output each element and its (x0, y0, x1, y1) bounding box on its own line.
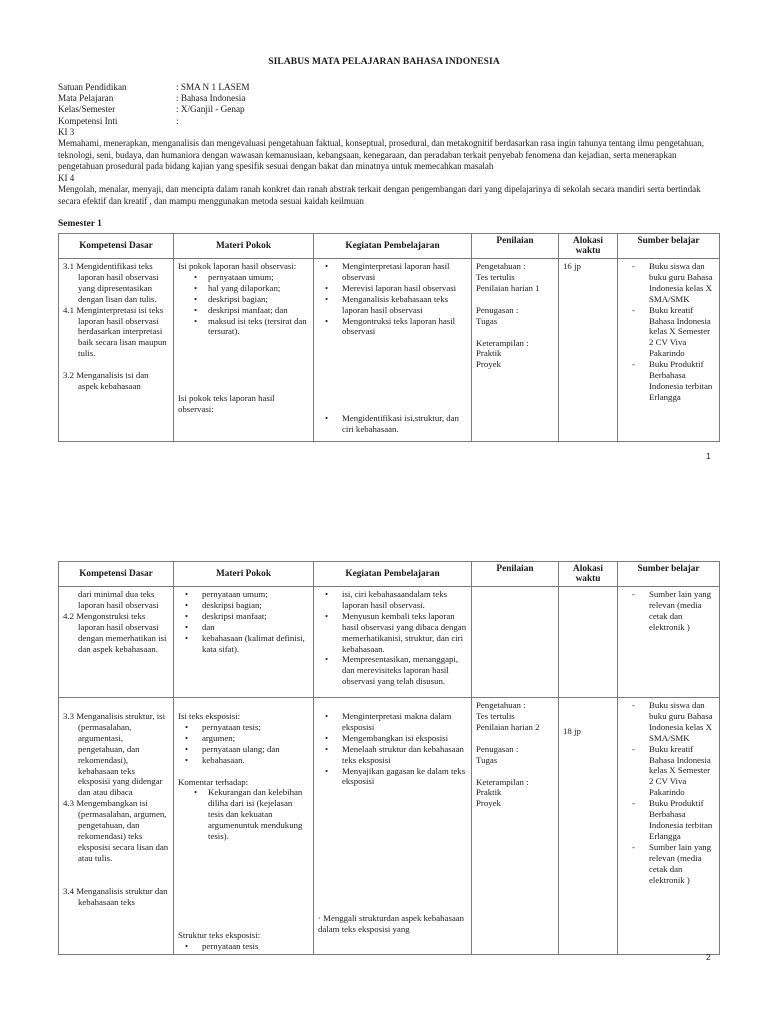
header-kompetensi-dasar: Kompetensi Dasar (59, 562, 174, 587)
kegiatan-list (318, 589, 467, 687)
syllabus-table-page2 (58, 561, 720, 955)
kd-4-2: 4.2 Mengonstruksi teks laporan hasil observasi dengan memerhatikan isi dan aspek kebahasaan. (63, 610, 167, 654)
kd-4-3: 4.3 Mengembangkan isi (permasalahan, argumen, pengetahuan, dan rekomendasi) teks eksposisi secara lisan dan atau tulis. (63, 798, 169, 863)
komentar-list (178, 787, 309, 842)
penilaian-text: Penilaian harian 1 (476, 282, 540, 293)
document-title: SILABUS MATA PELAJARAN BAHASA INDONESIA (268, 57, 500, 67)
ki3-block (58, 127, 718, 172)
kegiatan-item: • Menginterpretasi laporan hasil observasi (342, 261, 467, 283)
materi-list (178, 272, 309, 337)
sumber-list (622, 261, 715, 403)
penilaian-text: Tes tertulis (476, 271, 515, 282)
cell-kegiatan (314, 259, 472, 442)
kd-3-3: 3.3 Menganalisis struktur, isi (permasalahan, argumentasi, pengetahuan, dan rekomendasi), kebahasaan teks eksposisi yang didengar dan atau dibaca (63, 711, 166, 798)
page-number: 2 (706, 952, 711, 962)
penilaian-pengetahuan-label: Pengetahuan : (476, 700, 526, 710)
meta-row-kelas (58, 104, 250, 115)
penilaian-text: Tugas (476, 754, 498, 765)
materi-intro: Isi teks eksposisi: (178, 711, 241, 721)
kegiatan-item: • Menyajikan gagasan ke dalam teks eksposisi (342, 766, 467, 788)
kegiatan-item: • Merevisi laporan hasil observasi (342, 283, 467, 294)
penilaian-text: Proyek (476, 798, 501, 809)
header-penilaian: Penilaian (472, 562, 559, 587)
header-kegiatan: Kegiatan Pembelajaran (314, 234, 472, 259)
penilaian-keterampilan-label: Keterampilan : (476, 337, 529, 348)
header-kegiatan: Kegiatan Pembelajaran (314, 562, 472, 587)
kegiatan-list (318, 261, 467, 337)
materi-item: • deskripsi bagian; (202, 600, 309, 611)
kegiatan-item: • Mengidentifikasi isi,struktur, dan ciri kebahasaan. (342, 413, 467, 435)
cell-alokasi (559, 698, 618, 955)
meta-row-ki (58, 116, 250, 127)
kd-3-2: 3.2 Menganalisis isi dan aspek kebahasaan (63, 370, 149, 392)
sumber-item: - Buku siswa dan buku guru Bahasa Indonesia kelas X SMA/SMK (649, 261, 715, 305)
penilaian-text: Tugas (476, 315, 498, 326)
materi-list (178, 589, 309, 654)
materi-item: • deskripsi manfaat; (202, 611, 309, 622)
penilaian-keterampilan-label: Keterampilan : (476, 776, 529, 787)
document-meta (58, 82, 250, 127)
materi-item: • maksud isi teks (tersirat dan tersurat). (208, 316, 309, 338)
materi-item: • dan (202, 622, 309, 633)
header-materi-pokok: Materi Pokok (174, 562, 314, 587)
materi-item: • kebahasaan. (202, 755, 309, 766)
header-alokasi: Alokasi waktu (559, 562, 618, 587)
ki4-block (58, 173, 718, 207)
header-kompetensi-dasar: Kompetensi Dasar (59, 234, 174, 259)
kegiatan-list-2 (318, 413, 467, 435)
materi-item: • pernyataan umum; (202, 589, 309, 600)
penilaian-text: Praktik (476, 348, 502, 359)
sumber-item: - Buku Produktif Berbahasa Indonesia terbitan Erlangga (649, 359, 715, 403)
sumber-list (622, 700, 715, 885)
materi-item: • pernyataan tesis; (202, 722, 309, 733)
sumber-item: - Buku kreatif Bahasa Indonesia kelas X Semester 2 CV Viva Pakarindo (649, 305, 715, 360)
page-number: 1 (706, 451, 711, 461)
ki4-label: KI 4 (58, 173, 75, 183)
struktur-item: • pernyataan tesis (202, 941, 309, 952)
cell-alokasi (559, 587, 618, 698)
meta-label: Kompetensi Inti (58, 115, 118, 126)
cell-penilaian (472, 698, 559, 955)
kd-continued: dari minimal dua teks laporan hasil observasi (78, 589, 159, 610)
kegiatan-item: • Mengembangkan isi eksposisi (342, 733, 467, 744)
cell-materi (174, 698, 314, 955)
kegiatan-item: • Mempresentasikan, menanggapi, dan merevisiteks laporan hasil observasi yang telah disusun. (342, 654, 467, 687)
penilaian-penugasan-label: Penugasan : (476, 304, 519, 315)
kegiatan-item: • Menganalisis kebahasaan teks laporan hasil observasi (342, 294, 467, 316)
materi-item: • deskripsi manfaat; dan (208, 305, 309, 316)
meta-value: : Bahasa Indonesia (176, 93, 246, 104)
kd-4-1: 4.1 Menginterpretasi isi teks laporan hasil observasi berdasarkan interpretasi baik secara lisan maupun tulis. (63, 304, 167, 359)
kegiatan-item: • isi, ciri kebahasaandalam teks laporan hasil observasi. (342, 589, 467, 611)
kegiatan-item-2: · Menggali strukturdan aspek kebahasaan dalam teks eksposisi yang (318, 913, 465, 935)
ki3-label: KI 3 (58, 127, 75, 137)
cell-penilaian (472, 587, 559, 698)
penilaian-text: Proyek (476, 359, 501, 370)
kd-3-4: 3.4 Menganalisis struktur dan kebahasaan teks (63, 885, 168, 907)
meta-row-satuan (58, 82, 250, 93)
penilaian-pengetahuan-label: Pengetahuan : (476, 261, 526, 271)
cell-sumber (618, 259, 720, 442)
header-sumber: Sumber belajar (618, 562, 720, 587)
sumber-item: - Sumber lain yang relevan (media cetak dan elektronik ) (649, 842, 715, 886)
materi-item: • pernyataan ulang; dan (202, 744, 309, 755)
struktur-intro: Struktur teks eksposisi: (178, 929, 261, 940)
penilaian-text: Penilaian harian 2 (476, 721, 540, 732)
penilaian-text: Tes tertulis (476, 710, 515, 721)
sumber-item: - Buku siswa dan buku guru Bahasa Indonesia kelas X SMA/SMK (649, 700, 715, 744)
materi-intro-2: Isi pokok teks laporan hasil observasi: (178, 393, 275, 415)
cell-alokasi: 16 jp (559, 259, 618, 442)
cell-penilaian (472, 259, 559, 442)
kd-3-1: 3.1 Mengidentifikasi teks laporan hasil observasi yang dipresentasikan dengan lisan dan tulis. (63, 261, 159, 304)
materi-list (178, 722, 309, 766)
ki4-text: Mengolah, menalar, menyaji, dan mencipta dalam ranah konkret dan ranah abstrak terkait dengan pengembangan dari yang dipelajarinya di sekolah secara mandiri serta bertindak secara efektif dan kreatif , dan mampu menggunakan metoda sesuai kaidah keilmuan (58, 184, 701, 206)
syllabus-table-page1 (58, 233, 720, 442)
meta-value: : SMA N 1 LASEM (176, 82, 250, 92)
cell-materi (174, 259, 314, 442)
penilaian-penugasan-label: Penugasan : (476, 743, 519, 754)
ki3-text: Memahami, menerapkan, menganalisis dan mengevaluasi pengetahuan faktual, konseptual, prosedural, dan metakognitif berdasarkan rasa ingin tahunya tentang ilmu pengetahuan, teknologi, seni, budaya, dan humaniora dengan wawasan kemanusiaan, kebangsaan, kenegaraan, dan peradaban terkait penyebab fenomena dan kejadian, serta menerapkan pengetahuan prosedural pada bidang kajian yang spesifik sesuai dengan bakat dan minatnya untuk memecahkan masalah (58, 138, 705, 171)
meta-value: : X/Ganjil - Genap (176, 104, 245, 115)
sumber-item: - Buku Produktif Berbahasa Indonesia terbitan Erlangga (649, 798, 715, 842)
header-materi-pokok: Materi Pokok (174, 234, 314, 259)
sumber-list (622, 589, 715, 633)
materi-item: • argumen; (202, 733, 309, 744)
struktur-list (178, 941, 309, 952)
materi-item: • deskripsi bagian; (208, 294, 309, 305)
cell-kegiatan (314, 587, 472, 698)
alokasi-value: 18 jp (563, 726, 581, 736)
cell-kegiatan (314, 698, 472, 955)
materi-intro: Isi pokok laporan hasil observasi: (178, 261, 297, 271)
cell-kd (59, 587, 174, 698)
materi-item: • kebahasaan (kalimat definisi, kata sifat). (202, 633, 309, 655)
meta-value: : (176, 115, 179, 126)
komentar-item: • Kekurangan dan kelebihan diliha dari isi (kejelasan tesis dan kekuatan argumenuntuk mendukung tesis). (208, 787, 309, 842)
meta-row-mapel (58, 93, 250, 104)
komentar-intro: Komentar terhadap: (178, 776, 249, 787)
meta-label: Mata Pelajaran (58, 93, 114, 104)
kegiatan-item: • Menelaah struktur dan kebahasaan teks eksposisi (342, 744, 467, 766)
sumber-item: - Sumber lain yang relevan (media cetak dan elektronik ) (649, 589, 715, 633)
cell-kd (59, 259, 174, 442)
meta-label: Satuan Pendidikan (58, 82, 127, 92)
kegiatan-item: • Menyusun kembali teks laporan hasil observasi yang dibaca dengan memerhatikanisi, struktur, dan ciri kebahasaan. (342, 611, 467, 655)
cell-materi (174, 587, 314, 698)
cell-kd (59, 698, 174, 955)
kegiatan-item: • Mengontruksi teks laporan hasil observasi (342, 316, 467, 338)
cell-sumber (618, 587, 720, 698)
kegiatan-list (318, 711, 467, 787)
header-sumber: Sumber belajar (618, 234, 720, 259)
kegiatan-item: • Menginterpretasi makna dalam eksposisi (342, 711, 467, 733)
header-penilaian: Penilaian (472, 234, 559, 259)
materi-item: • hal yang dilaporkan; (208, 283, 309, 294)
header-alokasi: Alokasi waktu (559, 234, 618, 259)
materi-item: • pernyataan umum; (208, 272, 309, 283)
penilaian-text: Praktik (476, 787, 502, 798)
semester-label: Semester 1 (58, 219, 102, 229)
meta-label: Kelas/Semester (58, 104, 116, 115)
cell-sumber (618, 698, 720, 955)
sumber-item: - Buku kreatif Bahasa Indonesia kelas X Semester 2 CV Viva Pakarindo (649, 744, 715, 799)
